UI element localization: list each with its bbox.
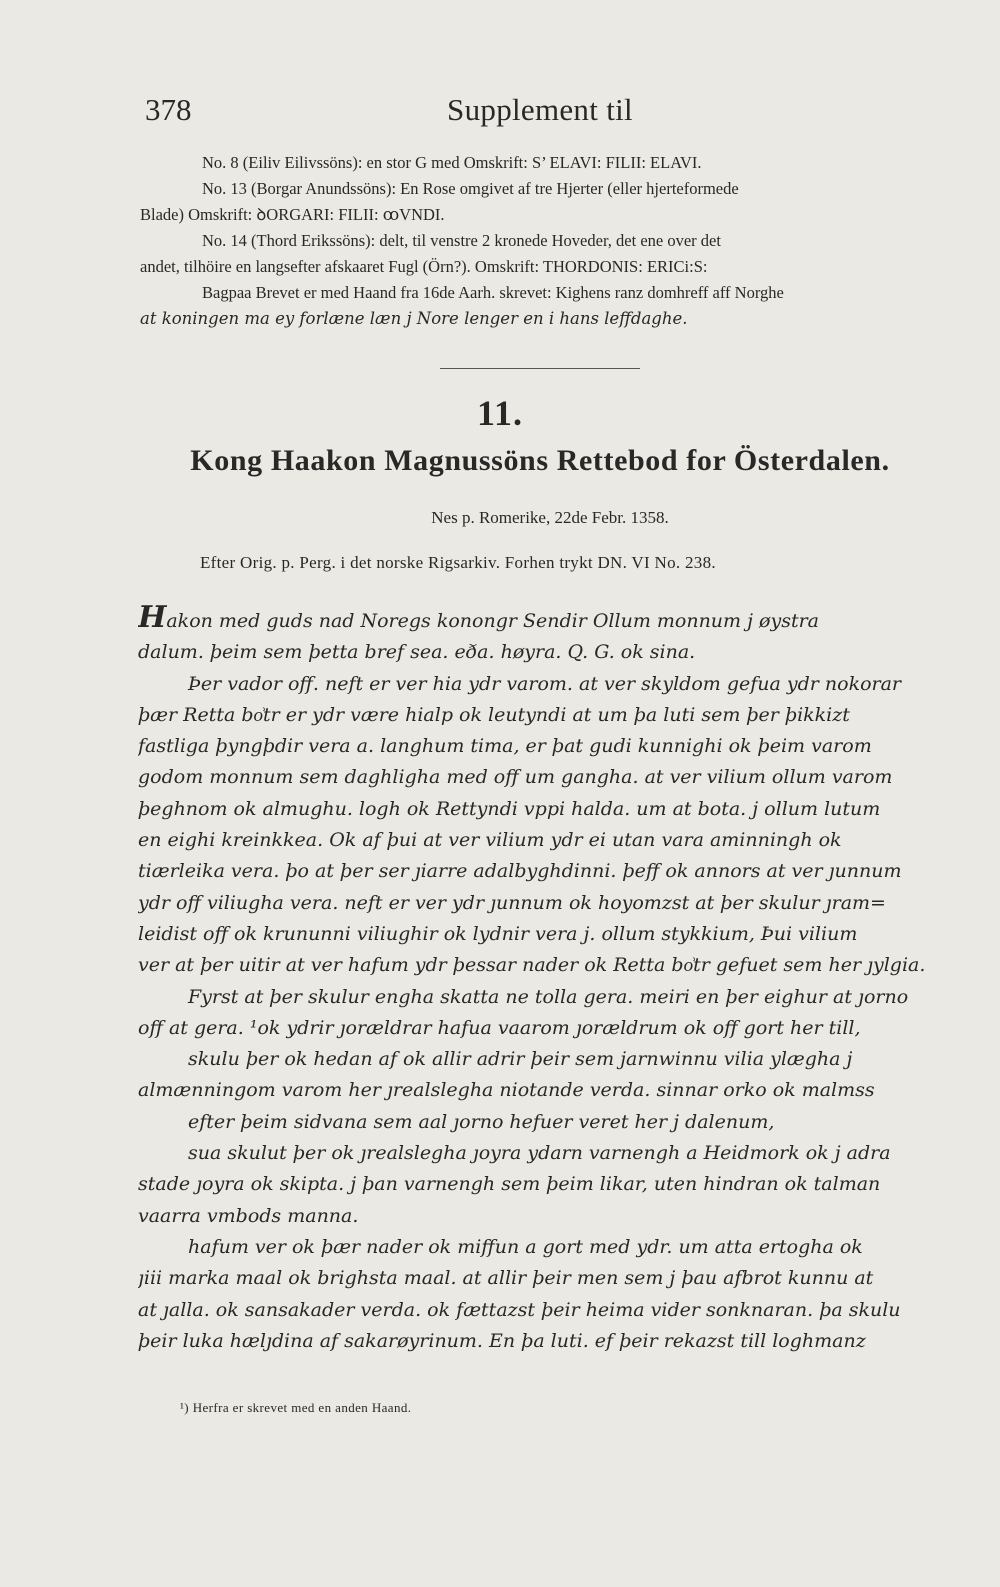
text-line: ȷiii marka maal ok brighsta maal. at allir þeir men sem j þau afbrot kunnu at bbox=[138, 1267, 874, 1290]
seal-line: Bagpaa Brevet er med Haand fra 16de Aarh. skrevet: Kighens ranz domhreff aff Norghe bbox=[202, 283, 784, 302]
seal-line: No. 13 (Borgar Anundssöns): En Rose omgivet af tre Hjerter (eller hjerteformede bbox=[202, 179, 739, 198]
text-line: dalum. þeim sem þetta bref sea. eða. høyra. Q. G. ok sina. bbox=[138, 641, 696, 664]
footnote-mark: ¹) bbox=[180, 1400, 190, 1415]
seal-line: No. 8 (Eiliv Eilivssöns): en stor G med Omskrift: S’ ELAVI: FILII: ELAVI. bbox=[202, 153, 702, 172]
charter-text bbox=[138, 602, 956, 1357]
seal-descriptions bbox=[140, 150, 955, 332]
seal-line: at koningen ma ey forlæne læn j Nore lenger en i hans leffdaghe. bbox=[140, 309, 688, 328]
text-line: skulu þer ok hedan af ok allir adrir þeir sem jarnwinnu vilia ylægha j bbox=[188, 1048, 853, 1071]
section-title: Kong Haakon Magnussöns Rettebod for Österdalen. bbox=[190, 444, 890, 477]
text-line: þeir luka hælȷdina af sakarøyrinum. En þa luti. ef þeir rekazst till loghmanz bbox=[138, 1329, 866, 1352]
page-number: 378 bbox=[145, 92, 192, 127]
text-line: Fyrst at þer skulur engha skatta ne tolla gera. meiri en þer eighur at ȷorno bbox=[188, 985, 909, 1008]
text-line: en eighi kreinkkea. Ok af þui at ver vilium ydr ei utan vara aminningh ok bbox=[138, 829, 842, 852]
text-line: leidist off ok krununni viliughir ok lydnir vera j. ollum stykkium, Þui vilium bbox=[138, 922, 858, 945]
text-line: ver at þer uitir at ver hafum ydr þessar nader ok Retta bo͗tr gefuet sem her ȷylgia. bbox=[138, 954, 926, 977]
drop-cap: H bbox=[138, 602, 167, 635]
seal-line: Blade) Omskrift: ꝺORGARI: FILII: ꝏVNDI. bbox=[140, 205, 445, 224]
footnote bbox=[180, 1400, 411, 1416]
seal-line: No. 14 (Thord Erikssöns): delt, til venstre 2 kronede Hoveder, det ene over det bbox=[202, 231, 721, 250]
section-dateline: Nes p. Romerike, 22de Febr. 1358. bbox=[431, 508, 669, 527]
text-line: fastliga þyngþdir vera a. langhum tima, er þat gudi kunnighi ok þeim varom bbox=[138, 735, 872, 758]
seal-line: andet, tilhöire en langsefter afskaaret Fugl (Örn?). Omskrift: THORDONIS: ERICi:S: bbox=[140, 257, 708, 276]
text-line: godom monnum sem daghligha med off um gangha. at ver vilium ollum varom bbox=[138, 766, 893, 789]
text-line: efter þeim sidvana sem aal ȷorno hefuer veret her j dalenum, bbox=[188, 1110, 775, 1133]
text-line: hafum ver ok þær nader ok miffun a gort med ydr. um atta ertogha ok bbox=[188, 1235, 863, 1258]
text-line: Þer vador off. neft er ver hia ydr varom. at ver skyldom gefua ydr nokorar bbox=[188, 672, 902, 695]
text-line bbox=[138, 602, 956, 637]
text-line: off at gera. ¹ok ydrir ȷorældrar hafua vaarom ȷorældrum ok off gort her till, bbox=[138, 1016, 861, 1039]
text-line: vaarra vmbods manna. bbox=[138, 1204, 359, 1227]
text-line: almænningom varom her ȷrealslegha niotande verda. sinnar orko ok malmss bbox=[138, 1079, 875, 1102]
text-line: ydr off viliugha vera. neft er ver ydr ȷunnum ok hoyomzst at þer skulur ȷram= bbox=[138, 891, 886, 914]
section-number: 11. bbox=[476, 393, 523, 433]
text-line: at ȷalla. ok sansakader verda. ok fættazst þeir heima vider sonknaran. þa skulu bbox=[138, 1298, 901, 1321]
text-line: tiærleika vera. þo at þer ser ȷiarre adalbyghdinni. þeff ok annors at ver ȷunnum bbox=[138, 860, 902, 883]
text-line: sua skulut þer ok ȷrealslegha ȷoyra ydarn varnengh a Heidmork ok j adra bbox=[188, 1142, 891, 1165]
text-line-rest: akon med guds nad Noregs konongr Sendir Ollum monnum j øystra bbox=[166, 610, 819, 632]
page-header bbox=[145, 92, 935, 142]
source-note: Efter Orig. p. Perg. i det norske Rigsarkiv. Forhen trykt DN. VI No. 238. bbox=[200, 553, 716, 572]
running-title: Supplement til bbox=[447, 92, 633, 127]
text-line: stade ȷoyra ok skipta. j þan varnengh sem þeim likar, uten hindran ok talman bbox=[138, 1173, 881, 1196]
text-line: þeghnom ok almughu. logh ok Rettyndi vppi halda. um at bota. j ollum lutum bbox=[138, 797, 881, 820]
footnote-text: Herfra er skrevet med en anden Haand. bbox=[192, 1400, 412, 1415]
section-divider bbox=[440, 368, 640, 369]
text-line: þær Retta bo͗tr er ydr være hialp ok leutyndi at um þa luti sem þer þikkizt bbox=[138, 703, 850, 726]
